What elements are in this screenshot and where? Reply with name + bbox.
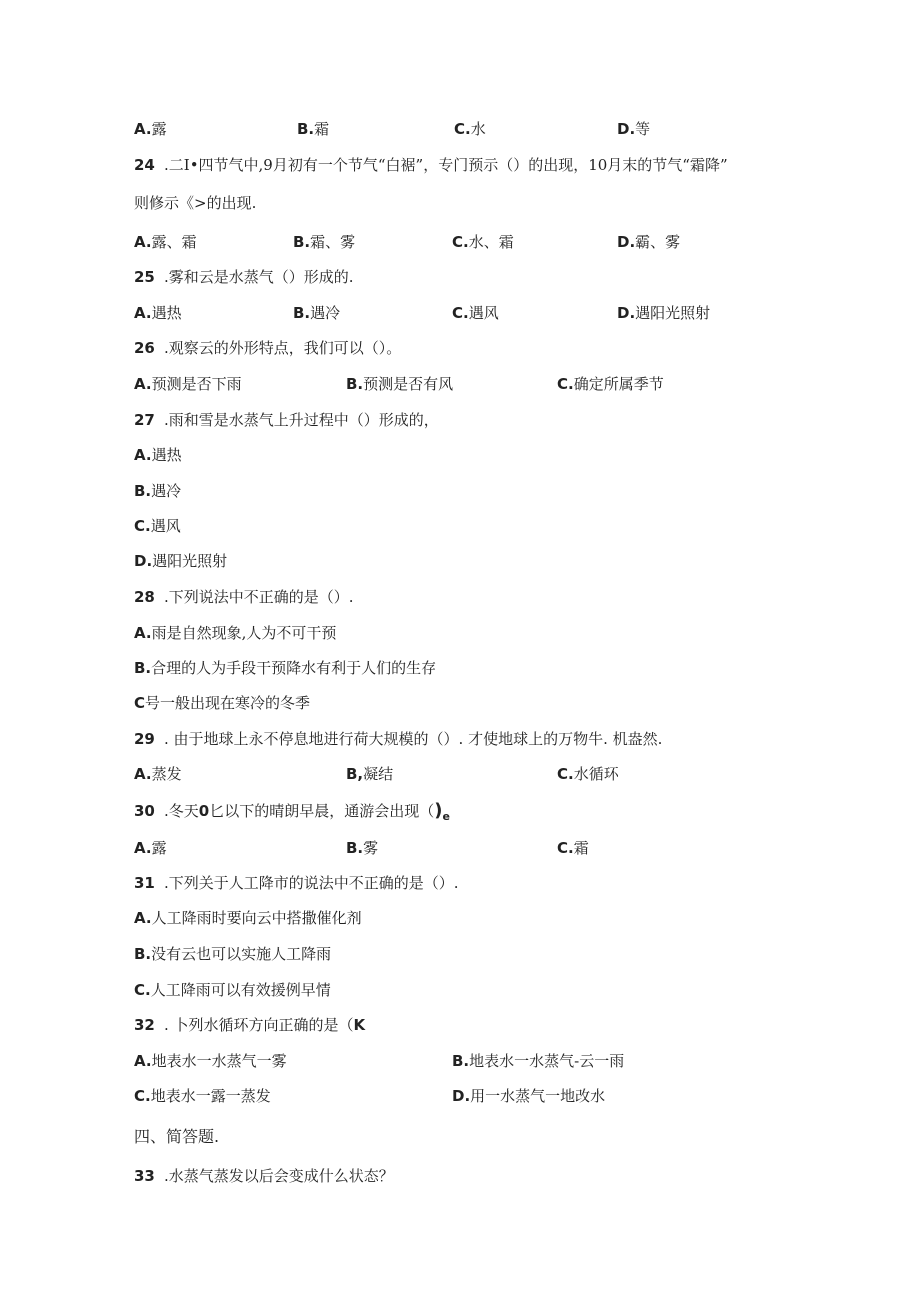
q24-option-c: C.水、霜	[452, 233, 514, 251]
q26-option-c: C.确定所属季节	[557, 375, 664, 393]
q23-option-c: C.水	[454, 120, 486, 138]
section-title: 四、简答题.	[134, 1127, 220, 1146]
q32-option-a: A.地表水一水蒸气一雾	[134, 1052, 287, 1070]
q31-option-c: C.人工降雨可以有效援例早情	[134, 981, 331, 999]
q25-question: 25 .雾和云是水蒸气（）形成的.	[134, 268, 354, 286]
q30-question: 30 .冬天0匕以下的晴朗早晨，通游会出现$()_e$	[134, 800, 450, 823]
q30-option-a: A.露	[134, 839, 167, 857]
q28-option-c: C号一般出现在寒冷的冬季	[134, 694, 311, 712]
q23-option-b: B.霜	[297, 120, 330, 138]
q23-option-d: D.等	[617, 120, 651, 138]
q30-option-c: C.霜	[557, 839, 589, 857]
q25-option-d: D.遇阳光照射	[617, 304, 711, 322]
q31-option-a: A.人工降雨时要向云中搭撒催化剂	[134, 909, 362, 927]
q27-option-c: C.遇风	[134, 517, 181, 535]
q27-question: 27 .雨和雪是水蒸气上升过程中（）形成的，	[134, 411, 439, 429]
q30-option-b: B.雾	[346, 839, 379, 857]
q32-option-d: D.用一水蒸气一地改水	[452, 1087, 606, 1105]
q28-option-b: B.合理的人为手段干预降水有利于人们的生存	[134, 659, 437, 677]
q28-option-a: A.雨是自然现象,人为不可干预	[134, 624, 337, 642]
q25-option-b: B.遇冷	[293, 304, 341, 322]
q24-option-b: B.霜、雾	[293, 233, 356, 251]
q27-option-a: A.遇热	[134, 446, 182, 464]
q27-option-d: D.遇阳光照射	[134, 552, 228, 570]
q32-question: 32 . 卜列水循环方向正确的是（K	[134, 1016, 366, 1034]
q25-option-c: C.遇风	[452, 304, 499, 322]
q29-option-c: C.水循环	[557, 765, 619, 783]
q27-option-b: B.遇冷	[134, 482, 182, 500]
q32-option-b: B.地表水一水蒸气-云一雨	[452, 1052, 625, 1070]
q24-option-d: D.霸、雾	[617, 233, 681, 251]
q31-option-b: B.没有云也可以实施人工降雨	[134, 945, 332, 963]
q24-question-cont: 则修示《>的出现.	[134, 194, 257, 212]
q28-question: 28 .下列说法中不正确的是（）.	[134, 588, 354, 606]
q33-question: 33 .水蒸气蒸发以后会变成什么状态？	[134, 1167, 394, 1185]
q29-question: 29 . 由于地球上永不停息地进行荷大规模的（）. 才使地球上的万物牛. 机盎然.	[134, 730, 663, 748]
q26-option-a: A.预测是否下雨	[134, 375, 242, 393]
q24-question: 24 .二I•四节气中,9月初有一个节气“白裾”，专门预示（）的出现，10月末的节气“霜降”	[134, 156, 728, 174]
q25-option-a: A.遇热	[134, 304, 182, 322]
q23-option-a: A.露	[134, 120, 167, 138]
q29-option-b: B,凝结	[346, 765, 394, 783]
q31-question: 31 .下列关于人工降市的说法中不正确的是（）.	[134, 874, 459, 892]
q24-option-a: A.露、霜	[134, 233, 197, 251]
q26-question: 26 .观察云的外形特点，我们可以（）。	[134, 339, 402, 357]
q26-option-b: B.预测是否有风	[346, 375, 454, 393]
q32-option-c: C.地表水一露一蒸发	[134, 1087, 271, 1105]
q29-option-a: A.蒸发	[134, 765, 182, 783]
